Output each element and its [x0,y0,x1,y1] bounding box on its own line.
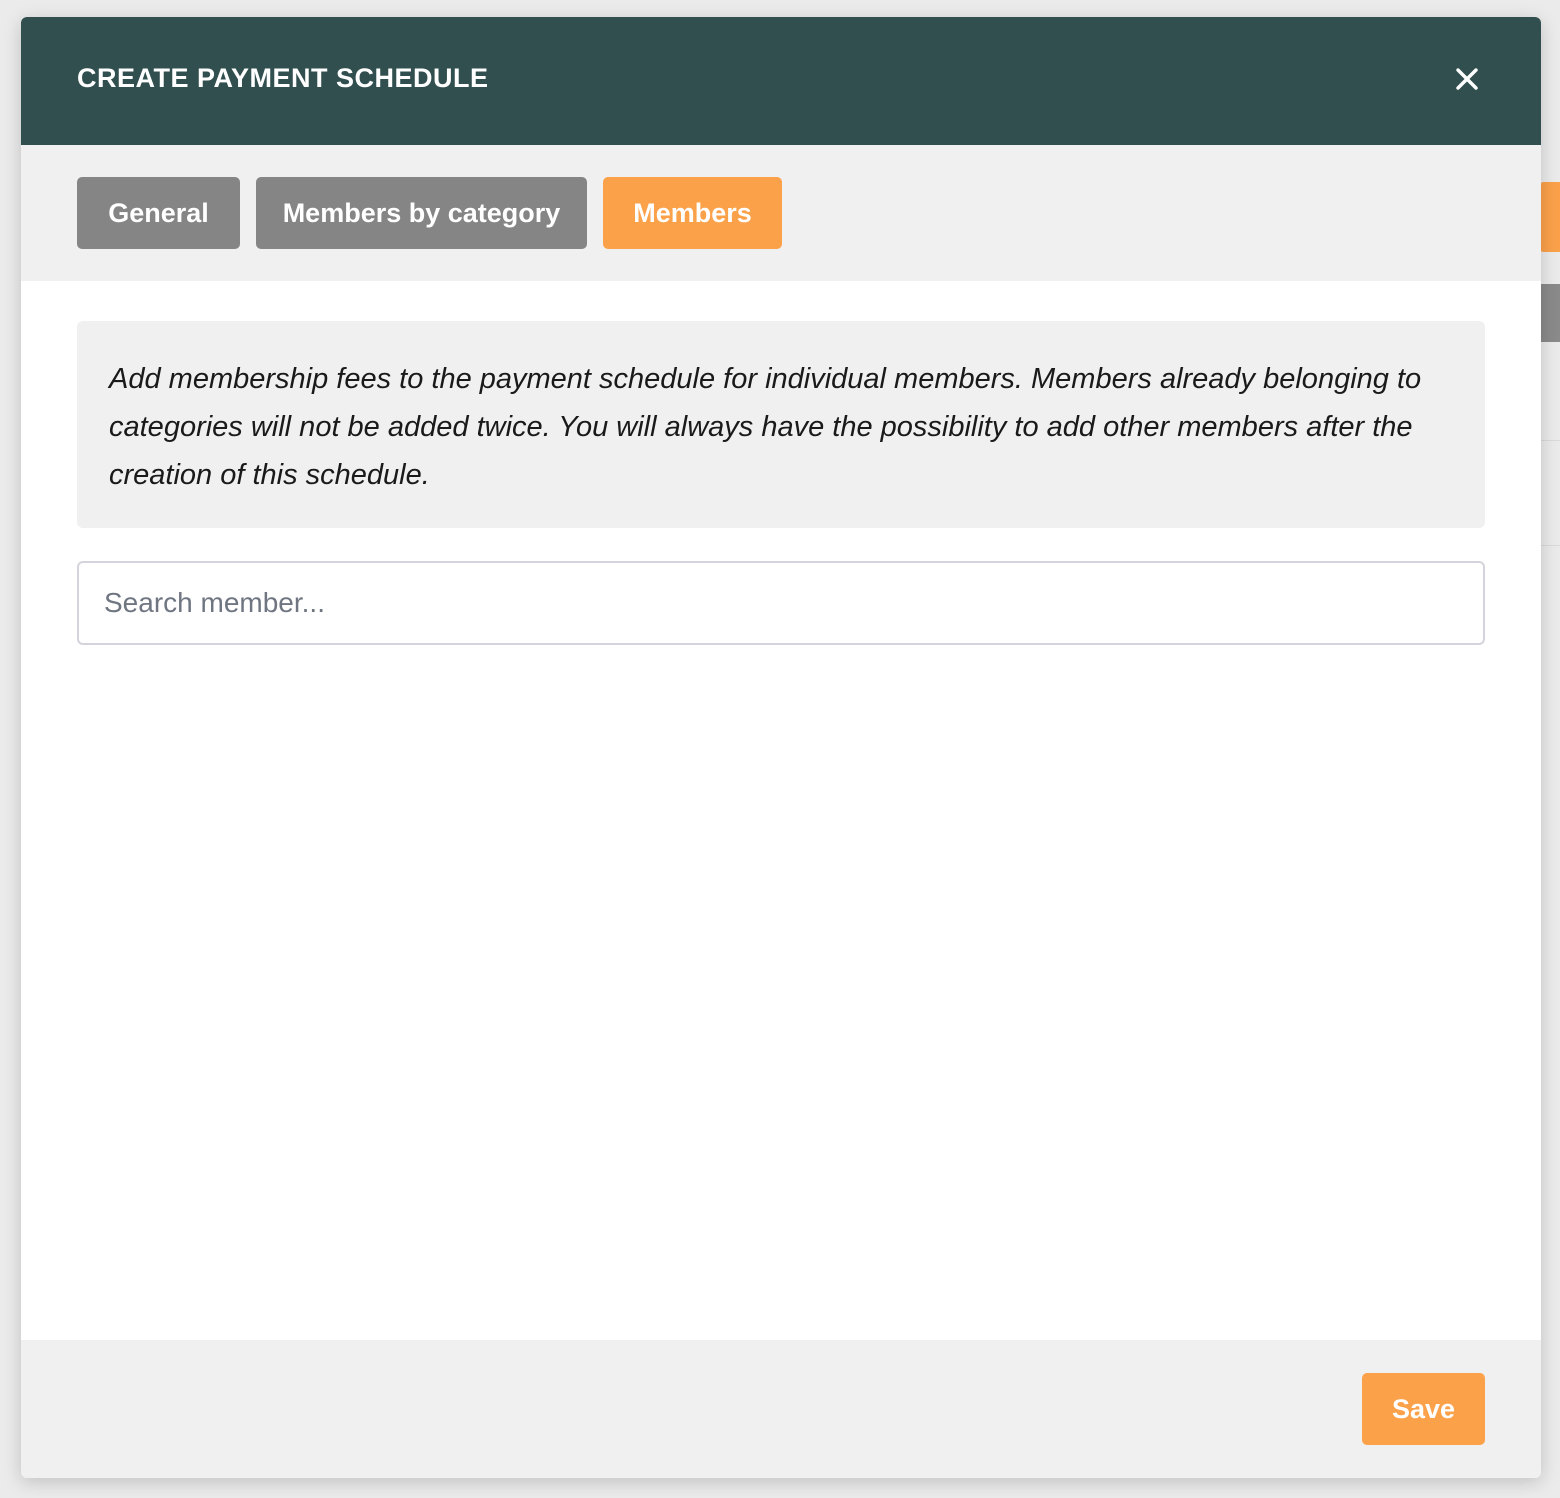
background-button-edge [1538,182,1560,252]
close-icon [1456,68,1478,90]
background-card-edge [1538,440,1560,546]
info-text: Add membership fees to the payment schedule for individual members. Members already belonging to categories will not be added twice. You will always have the possibility to add other members after the creation of this schedule. [109,363,1422,491]
tab-bar [21,145,1541,281]
tab-members[interactable]: Members [603,177,782,249]
tab-general[interactable]: General [77,177,240,249]
tab-members-by-category[interactable]: Members by category [256,177,587,249]
close-button[interactable] [1445,57,1489,101]
members-tab-panel [21,281,1541,1340]
background-panel-edge [1538,284,1560,342]
modal-title: CREATE PAYMENT SCHEDULE [77,63,489,93]
modal-footer [21,1340,1541,1478]
modal-header [21,17,1541,145]
search-member-input[interactable] [77,561,1485,645]
save-button[interactable]: Save [1362,1373,1485,1445]
info-box [77,321,1485,528]
create-payment-schedule-modal [21,17,1541,1478]
